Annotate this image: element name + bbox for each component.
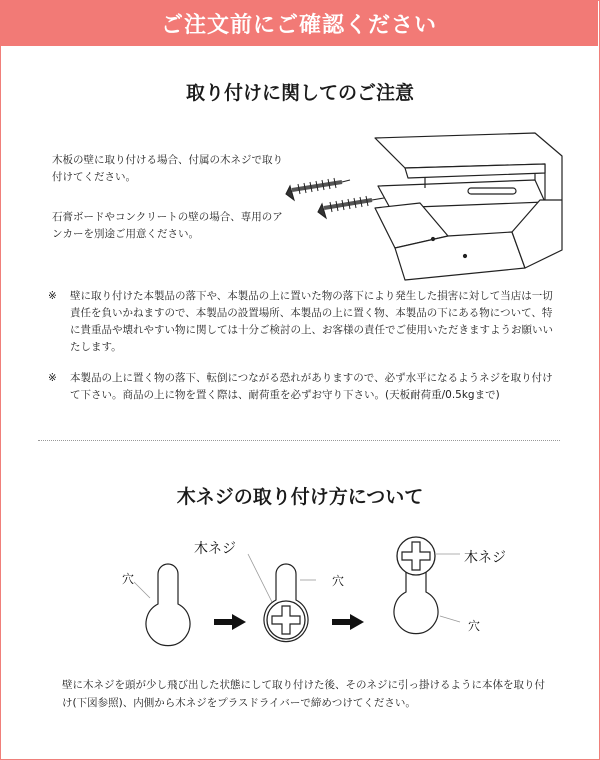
mounting-caution-heading: 取り付けに関してのご注意 (185, 82, 414, 104)
level-note (48, 370, 560, 404)
note-mark: ※ (48, 290, 57, 302)
keyhole-step-3 (384, 532, 474, 652)
hole-label-1: 穴 (122, 572, 135, 586)
note-text: 本製品の上に置く物の落下、転倒につながる恐れがありますので、必ず水平になるようネジを取り付けて下さい。商品の上に物を置く際は、耐荷重を必ずお守り下さい。(天板耐荷重/0.5kgまで) (70, 372, 553, 401)
screw-label-3: 木ネジ (464, 550, 506, 566)
arrow-right-icon (212, 612, 248, 632)
installation-instructions: 壁に木ネジを頭が少し飛び出した状態にして取り付けた後、そのネジに引っ掛けるように本体を取り付け(下図参照)、内側から木ネジをプラスドライバーで締めつけてください。 (62, 679, 545, 709)
note-text: 壁に取り付けた本製品の落下や、本製品の上に置いた物の落下により発生した損害に対して当店は一切責任を負いかねますので、本製品の設置場所、本製品の上に置く物、本製品の下にある物について、特に貴重品や壊れやすい物に関しては十分ご検討の上、お客様の責任でご使用いただきますようお願いいたします。 (70, 290, 553, 353)
liability-note (48, 288, 560, 356)
keyhole-step-1 (128, 560, 208, 660)
screw-method-heading: 木ネジの取り付け方について (176, 486, 424, 508)
wood-wall-text: 木板の壁に取り付ける場合、付属の木ネジで取り付けてください。 (52, 154, 283, 183)
arrow-right-icon (330, 612, 366, 632)
note-mark: ※ (48, 372, 57, 384)
wood-screw-lower (318, 196, 384, 218)
banner-title: ご注文前にご確認ください (160, 12, 437, 38)
plaster-wall-text: 石膏ボードやコンクリートの壁の場合、専用のアンカーを別途ご用意ください。 (52, 211, 283, 240)
screw-label-2: 木ネジ (194, 541, 236, 557)
wood-screw-upper (286, 178, 350, 200)
hole-label-2: 穴 (332, 574, 345, 588)
header-banner (0, 0, 598, 46)
keyhole-step-2 (254, 550, 344, 660)
dotted-divider (38, 440, 560, 441)
slot-panel (378, 180, 545, 208)
shelf-mounting-illustration (280, 128, 580, 288)
hole-label-3: 穴 (468, 619, 481, 633)
